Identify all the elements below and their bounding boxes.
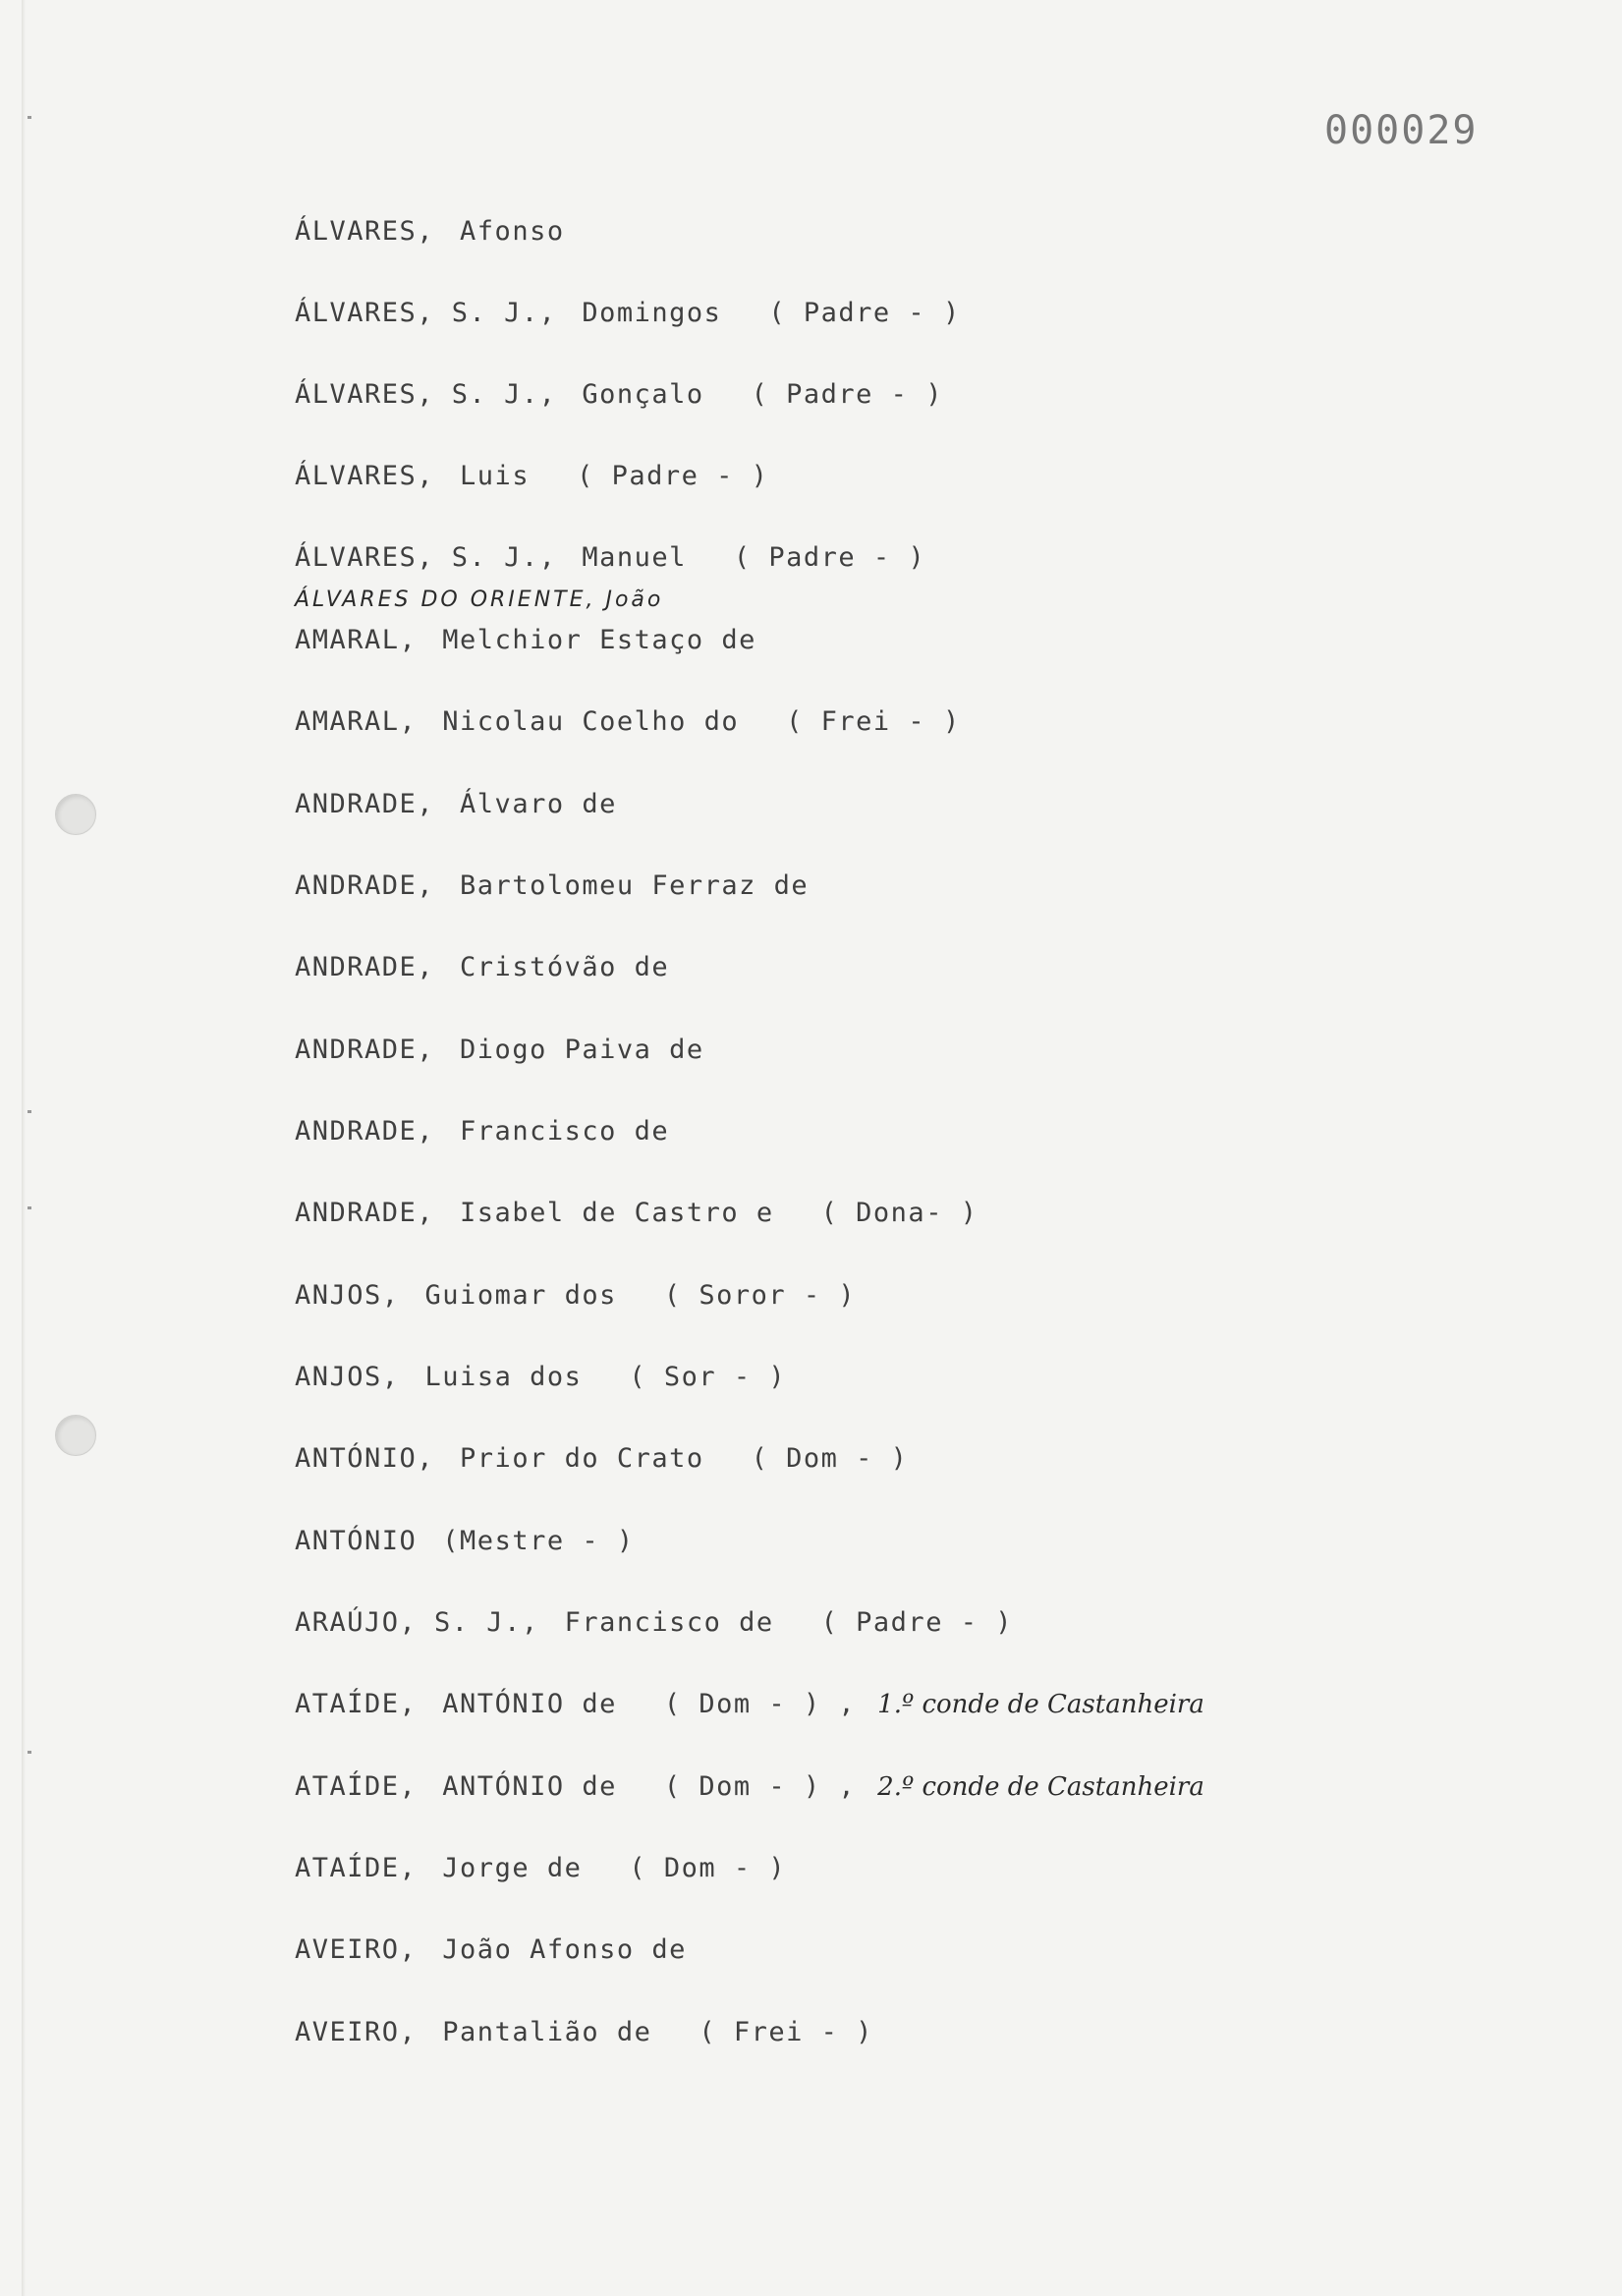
entry-given-name: Isabel de Castro e — [460, 1198, 774, 1228]
index-entry — [295, 1198, 978, 1237]
index-entry — [295, 625, 756, 664]
index-entry — [295, 1607, 1013, 1647]
entry-given-name: Francisco de — [460, 1116, 670, 1147]
entry-surname: ANDRADE, — [295, 952, 435, 982]
entry-surname: AMARAL, — [295, 625, 418, 655]
punch-hole-top — [55, 794, 96, 835]
entry-surname: ANJOS, — [295, 1362, 400, 1392]
entry-given-name: Gonçalo — [582, 379, 704, 410]
index-entry — [295, 1689, 1204, 1728]
index-entry — [295, 706, 961, 746]
entry-surname: ANDRADE, — [295, 1116, 435, 1147]
entry-handwritten-note: 1.º conde de Castanheira — [877, 1690, 1204, 1719]
binding-tick — [28, 1206, 31, 1209]
entry-given-name: Pantalião de — [442, 2017, 652, 2047]
entry-surname: ATAÍDE, — [295, 1689, 418, 1719]
entry-surname: ÁLVARES, — [295, 216, 435, 247]
page-number-stamp: 000029 — [1324, 108, 1479, 153]
entry-surname: ÁLVARES, S. J., — [295, 298, 557, 328]
entry-title: ( Padre - ) — [768, 298, 961, 328]
index-entry — [295, 870, 809, 910]
entry-given-name: Francisco de — [564, 1607, 774, 1638]
entry-title: ( Frei - ) — [699, 2017, 873, 2047]
entry-title: ( Soror - ) — [663, 1280, 857, 1311]
entry-given-name: Melchior Estaço de — [442, 625, 756, 655]
index-entry — [295, 952, 669, 991]
index-entry — [295, 1280, 856, 1319]
entry-surname: ÁLVARES, — [295, 461, 435, 491]
entry-given-name: Diogo Paiva de — [460, 1035, 704, 1065]
entry-given-name: ANTÓNIO de — [442, 1689, 617, 1719]
handwritten-insert: ÁLVARES DO ORIENTE, João — [295, 588, 664, 612]
entry-handwritten-note: 2.º conde de Castanheira — [877, 1772, 1204, 1802]
index-entry — [295, 1526, 635, 1565]
index-entry — [295, 1934, 687, 1974]
entry-title: ( Sor - ) — [629, 1362, 787, 1392]
entry-surname: ANDRADE, — [295, 789, 435, 819]
entry-given-name: ANTÓNIO de — [442, 1771, 617, 1802]
entry-given-name: Prior do Crato — [460, 1443, 704, 1474]
entry-given-name: Cristóvão de — [460, 952, 670, 982]
entry-given-name: Afonso — [460, 216, 565, 247]
entry-title: ( Padre - ) — [733, 542, 926, 573]
entry-given-name: João Afonso de — [442, 1934, 687, 1965]
entry-title: ( Dom - ) — [629, 1853, 787, 1883]
entry-surname: ÁLVARES, S. J., — [295, 379, 557, 410]
binding-tick — [28, 1751, 31, 1754]
entry-title: ( Dom - ) , — [663, 1689, 857, 1719]
index-entry — [295, 1035, 704, 1074]
entry-title: ( Padre - ) — [751, 379, 943, 410]
index-entry — [295, 298, 961, 337]
entry-surname: ANDRADE, — [295, 1198, 435, 1228]
index-entry — [295, 2017, 873, 2056]
punch-hole-bottom — [55, 1415, 96, 1456]
index-entry — [295, 379, 943, 419]
entry-surname: ANTÓNIO, — [295, 1443, 435, 1474]
binding-tick — [28, 116, 31, 119]
entry-title: ( Dom - ) — [751, 1443, 909, 1474]
index-entry — [295, 1443, 908, 1483]
entry-title: ( Frei - ) — [786, 706, 961, 737]
entry-given-name: Luis — [460, 461, 531, 491]
entry-given-name: Manuel — [582, 542, 687, 573]
entry-given-name: Nicolau Coelho do — [442, 706, 740, 737]
entry-given-name: (Mestre - ) — [442, 1526, 635, 1556]
entry-surname: AVEIRO, — [295, 2017, 418, 2047]
entry-surname: ANDRADE, — [295, 1035, 435, 1065]
entry-given-name: Bartolomeu Ferraz de — [460, 870, 810, 901]
index-entry — [295, 1771, 1204, 1811]
entry-title: ( Padre - ) — [820, 1607, 1013, 1638]
entry-surname: AMARAL, — [295, 706, 418, 737]
entry-surname: ARAÚJO, S. J., — [295, 1607, 539, 1638]
index-entry — [295, 1362, 786, 1401]
index-entry — [295, 461, 768, 500]
entry-title: ( Dom - ) , — [663, 1771, 857, 1802]
entry-surname: AVEIRO, — [295, 1934, 418, 1965]
entry-title: ( Dona- ) — [820, 1198, 979, 1228]
entry-given-name: Jorge de — [442, 1853, 583, 1883]
index-entry — [295, 1116, 669, 1155]
entry-given-name: Álvaro de — [460, 789, 617, 819]
entry-surname: ANDRADE, — [295, 870, 435, 901]
entry-title: ( Padre - ) — [577, 461, 769, 491]
entry-given-name: Luisa dos — [424, 1362, 583, 1392]
index-entry — [295, 216, 565, 255]
page-edge-shadow — [22, 0, 26, 2296]
entry-given-name: Guiomar dos — [424, 1280, 617, 1311]
entry-surname: ATAÍDE, — [295, 1853, 418, 1883]
binding-tick — [28, 1110, 31, 1113]
entry-surname: ANJOS, — [295, 1280, 400, 1311]
entry-surname: ANTÓNIO — [295, 1526, 418, 1556]
index-entry — [295, 542, 925, 582]
index-entry — [295, 789, 617, 828]
entry-surname: ATAÍDE, — [295, 1771, 418, 1802]
index-entry — [295, 1853, 786, 1892]
entry-surname: ÁLVARES, S. J., — [295, 542, 557, 573]
entry-given-name: Domingos — [582, 298, 722, 328]
